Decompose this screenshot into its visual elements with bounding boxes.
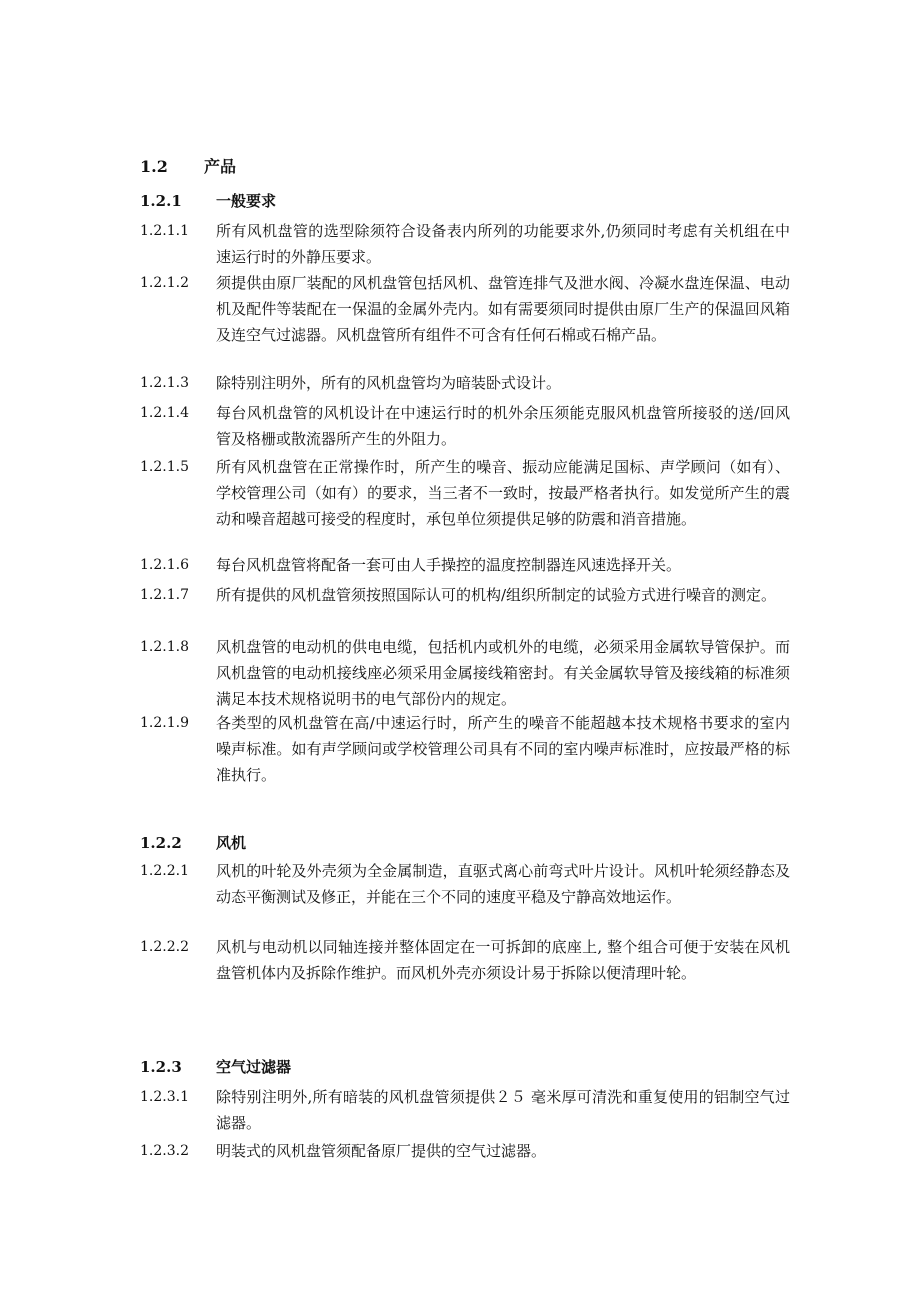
clause-text: 明装式的风机盘管须配备原厂提供的空气过滤器。	[216, 1142, 547, 1160]
clause-number: 1.2.1.4	[140, 405, 189, 421]
clause-text: 风机的叶轮及外壳须为全金属制造，直驱式离心前弯式叶片设计。风机叶轮须经静态及动态平衡测试及修正，并能在三个不同的速度平稳及宁静高效地运作。	[216, 862, 790, 906]
clause-text: 所有风机盘管在正常操作时，所产生的噪音、振动应能满足国标、声学顾问（如有）、学校管理公司（如有）的要求，当三者不一致时，按最严格者执行。如发觉所产生的震动和噪音超越可接受的程度时，承包单位须提供足够的防震和消音措施。	[216, 458, 790, 528]
clause-1-2-1-5	[140, 454, 790, 532]
clause-1-2-1-1	[140, 218, 790, 270]
clause-text: 除特别注明外，所有的风机盘管均为暗装卧式设计。	[216, 374, 562, 392]
clause-number: 1.2.3.2	[140, 1143, 189, 1159]
clause-number: 1.2.1.2	[140, 275, 189, 291]
clause-text: 所有风机盘管的选型除须符合设备表内所列的功能要求外,仍须同时考虑有关机组在中速运行时的外静压要求。	[216, 222, 790, 266]
section-heading-1-2	[140, 154, 236, 177]
clause-1-2-2-2	[140, 934, 790, 986]
clause-number: 1.2.1.3	[140, 375, 189, 391]
clause-number: 1.2.2.1	[140, 863, 189, 879]
clause-number: 1.2.1.9	[140, 715, 189, 731]
clause-text: 须提供由原厂装配的风机盘管包括风机、盘管连排气及泄水阀、冷凝水盘连保温、电动机及配件等装配在一保温的金属外壳内。如有需要须同时提供由原厂生产的保温回风箱及连空气过滤器。风机盘管所有组件不可含有任何石棉或石棉产品。	[216, 274, 790, 344]
section-number: 1.2.2	[140, 834, 182, 852]
clause-text: 每台风机盘管将配备一套可由人手操控的温度控制器连风速选择开关。	[216, 556, 682, 574]
clause-1-2-1-6	[140, 552, 790, 578]
clause-text: 风机盘管的电动机的供电电缆，包括机内或机外的电缆，必须采用金属软导管保护。而风机盘管的电动机接线座必须采用金属接线箱密封。有关金属软导管及接线箱的标准须满足本技术规格说明书的电气部份内的规定。	[216, 638, 790, 708]
clause-1-2-1-4	[140, 400, 790, 452]
clause-number: 1.2.3.1	[140, 1089, 189, 1105]
section-number: 1.2.3	[140, 1058, 182, 1076]
clause-number: 1.2.1.1	[140, 223, 189, 239]
clause-1-2-1-9	[140, 710, 790, 788]
section-heading-1-2-2	[140, 832, 246, 853]
clause-number: 1.2.1.5	[140, 459, 189, 475]
section-title: 产品	[204, 157, 237, 176]
section-heading-1-2-1	[140, 190, 276, 211]
clause-1-2-1-2	[140, 270, 790, 348]
section-number: 1.2.1	[140, 192, 182, 210]
clause-text: 所有提供的风机盘管须按照国际认可的机构/组织所制定的试验方式进行噪音的测定。	[216, 586, 777, 604]
clause-text: 每台风机盘管的风机设计在中速运行时的机外余压须能克服风机盘管所接驳的送/回风管及格栅或散流器所产生的外阻力。	[216, 404, 790, 448]
section-title: 空气过滤器	[216, 1058, 292, 1076]
clause-number: 1.2.1.7	[140, 587, 189, 603]
section-title: 风机	[216, 834, 247, 852]
clause-1-2-3-2	[140, 1138, 790, 1164]
clause-1-2-2-1	[140, 858, 790, 910]
clause-text: 除特别注明外,所有暗装的风机盘管须提供２５ 毫米厚可清洗和重复使用的铝制空气过滤器。	[216, 1088, 790, 1132]
section-title: 一般要求	[216, 192, 277, 210]
clause-number: 1.2.1.8	[140, 639, 189, 655]
clause-1-2-3-1	[140, 1084, 790, 1136]
clause-number: 1.2.1.6	[140, 557, 189, 573]
section-heading-1-2-3	[140, 1056, 291, 1077]
clause-text: 风机与电动机以同轴连接并整体固定在一可拆卸的底座上, 整个组合可便于安装在风机盘管机体内及拆除作维护。而风机外壳亦须设计易于拆除以便清理叶轮。	[216, 938, 790, 982]
clause-number: 1.2.2.2	[140, 939, 189, 955]
clause-1-2-1-3	[140, 370, 790, 396]
clause-text: 各类型的风机盘管在高/中速运行时，所产生的噪音不能超越本技术规格书要求的室内噪声标准。如有声学顾问或学校管理公司具有不同的室内噪声标准时，应按最严格的标准执行。	[216, 714, 790, 784]
clause-1-2-1-8	[140, 634, 790, 712]
section-number: 1.2	[140, 157, 168, 176]
clause-1-2-1-7	[140, 582, 790, 608]
